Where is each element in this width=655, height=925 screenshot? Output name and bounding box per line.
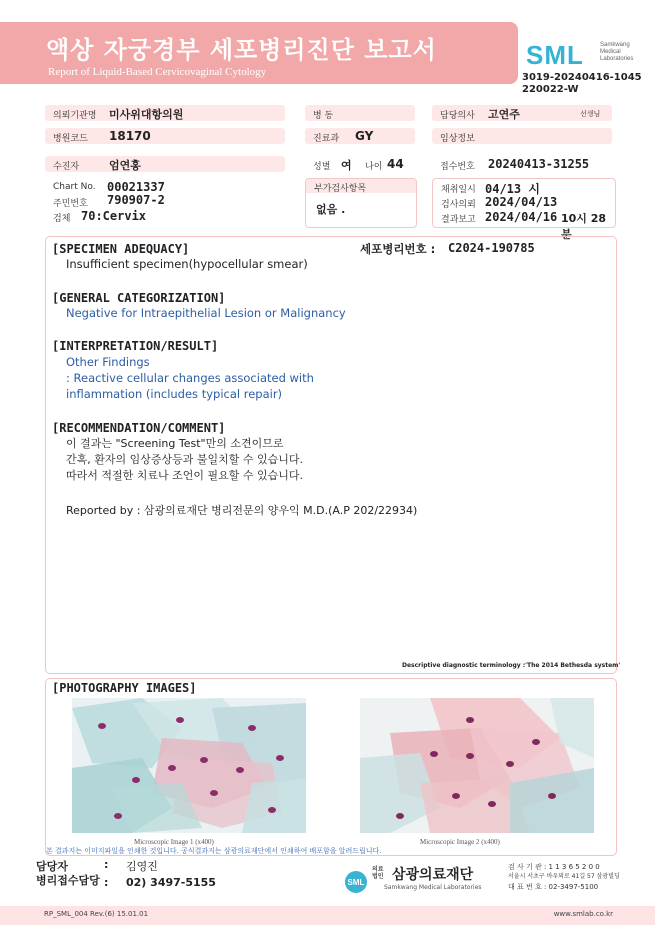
- specimen-value: 70:Cervix: [81, 209, 147, 223]
- sml-logo-text: SML: [526, 40, 584, 70]
- patient-label: 수진자: [53, 162, 80, 172]
- dept-value: GY: [355, 129, 374, 143]
- patient-value: 엄연홍: [109, 159, 141, 172]
- rec-line2: 간혹, 환자의 임상증상등과 불일치할 수 있습니다.: [66, 453, 303, 466]
- rec-line3: 따라서 적절한 치료나 조언이 필요할 수 있습니다.: [66, 469, 303, 482]
- general-text: Negative for Intraepithelial Lesion or Malignancy: [66, 306, 346, 320]
- foundation-emblem-icon: [344, 870, 368, 894]
- reported-by: Reported by : 삼광의료재단 병리전문의 양우익 M.D.(A.P 202/22934): [66, 504, 418, 517]
- phone-value: 02) 3497-5155: [126, 876, 216, 889]
- svg-text:SML: SML: [347, 878, 365, 887]
- print-notice: 본 결과지는 이미지파일을 인쇄한 것입니다. 공식결과지는 삼광의료재단에서 인쇄하여 배포함을 알려드립니다.: [46, 847, 382, 855]
- adequacy-text: Insufficient specimen(hypocellular smear): [66, 257, 308, 271]
- form-code: RP_SML_004 Rev.(6) 15.01.01: [44, 910, 149, 918]
- foundation-name: 삼광의료재단: [392, 867, 474, 883]
- bottom-bar: [0, 906, 655, 925]
- cyto-number-value: C2024-190785: [448, 241, 535, 255]
- doctor-label: 담당의사: [440, 111, 475, 121]
- reception-row: [432, 156, 612, 172]
- document-number: 3019-20240416-1045 220022-W: [522, 72, 642, 95]
- patient-id-block: [45, 178, 285, 226]
- extra-tests-label: 부가검사항목: [314, 184, 367, 194]
- report-subtitle: Report of Liquid-Based Cervicovaginal Cytology: [48, 66, 267, 78]
- rec-heading: [RECOMMENDATION/COMMENT]: [52, 421, 226, 435]
- patient-row: [45, 156, 285, 172]
- reported-time: 10시 28분: [561, 212, 607, 241]
- sex-age-row: [305, 156, 415, 172]
- collected-value: 04/13 시: [485, 182, 540, 196]
- sex-label: 성별: [313, 162, 331, 172]
- adequacy-heading: [SPECIMEN ADEQUACY]: [52, 242, 190, 256]
- requesting-org-value: 미사위대항의원: [109, 108, 184, 121]
- doctor-suffix: 선생님: [580, 110, 601, 118]
- chart-label: Chart No.: [53, 182, 96, 192]
- manager-label: 담당자: [36, 860, 68, 873]
- website-link[interactable]: www.smlab.co.kr: [553, 910, 613, 918]
- interp-line1: Other Findings: [66, 355, 150, 369]
- dept-row: [305, 128, 415, 144]
- requesting-org-label: 의뢰기관명: [53, 111, 97, 121]
- extra-tests-block: [305, 178, 417, 228]
- doctor-value: 고연주: [488, 108, 520, 121]
- age-value: 44: [387, 157, 404, 171]
- interp-line2: : Reactive cellular changes associated with: [66, 371, 314, 385]
- phone-colon: :: [104, 876, 109, 889]
- chart-value: 00021337: [107, 180, 165, 194]
- manager-value: 김영진: [126, 860, 158, 873]
- reception-label: 접수번호: [440, 162, 475, 172]
- cyto-number-label: 세포병리번호 :: [360, 242, 436, 256]
- requested-label: 검사의뢰: [441, 200, 476, 210]
- report-title: 액상 자궁경부 세포병리진단 보고서: [46, 36, 437, 64]
- requested-value: 2024/04/13: [485, 195, 558, 209]
- foundation-tag: 의료 법인: [372, 866, 384, 880]
- contact-info: 검 사 기 관 : 1 1 3 6 5 2 0 0 서울시 서초구 바우뫼로 41길 57 삼광빌딩 대 표 번 호 : 02-3497-5100: [508, 863, 620, 891]
- dept-label: 진료과: [313, 134, 340, 144]
- sml-logo-subtext: Samkwang Medical Laboratories: [600, 42, 634, 62]
- manager-colon: :: [104, 858, 109, 871]
- extra-tests-value: 없음 .: [316, 203, 346, 216]
- reported-date: 2024/04/16: [485, 210, 558, 224]
- reception-value: 20240413-31255: [488, 157, 590, 171]
- ward-row: [305, 105, 415, 121]
- microscopic-image-2: [360, 698, 594, 833]
- rec-line1: 이 결과는 "Screening Test"만의 소견이므로: [66, 437, 284, 450]
- hospital-code-label: 병원코드: [53, 134, 88, 144]
- specimen-label: 검체: [53, 214, 71, 224]
- contact-label: 병리접수담당: [36, 874, 100, 887]
- caption-image-1: Microscopic Image 1 (x400): [134, 838, 214, 846]
- collected-label: 채취일시: [441, 185, 476, 195]
- reported-label: 결과보고: [441, 215, 476, 225]
- report-banner: [0, 22, 518, 84]
- photos-heading: [PHOTOGRAPHY IMAGES]: [52, 681, 197, 695]
- resident-label: 주민번호: [53, 199, 88, 209]
- foundation-english-name: Samkwang Medical Laboratories: [384, 884, 482, 891]
- dates-block: [432, 178, 616, 241]
- hospital-code-value: 18170: [109, 129, 151, 143]
- ward-label: 병 동: [313, 111, 334, 121]
- requesting-org-row: [45, 105, 285, 121]
- terminology-note: Descriptive diagnostic terminology :'The 2014 Bethesda system': [402, 662, 621, 669]
- age-label: 나이: [365, 162, 383, 172]
- caption-image-2: Microscopic Image 2 (x400): [420, 838, 500, 846]
- sex-value: 여: [341, 159, 352, 172]
- foundation-logo: [344, 862, 494, 896]
- general-heading: [GENERAL CATEGORIZATION]: [52, 291, 226, 305]
- hospital-code-row: [45, 128, 285, 144]
- interp-heading: [INTERPRETATION/RESULT]: [52, 339, 219, 353]
- clinical-info-label: 임상정보: [440, 134, 475, 144]
- interp-line3: inflammation (includes typical repair): [66, 387, 283, 401]
- doctor-row: [432, 105, 612, 121]
- resident-value: 790907-2: [107, 193, 165, 207]
- clinical-info-row: [432, 128, 612, 144]
- microscopic-image-1: [72, 698, 306, 833]
